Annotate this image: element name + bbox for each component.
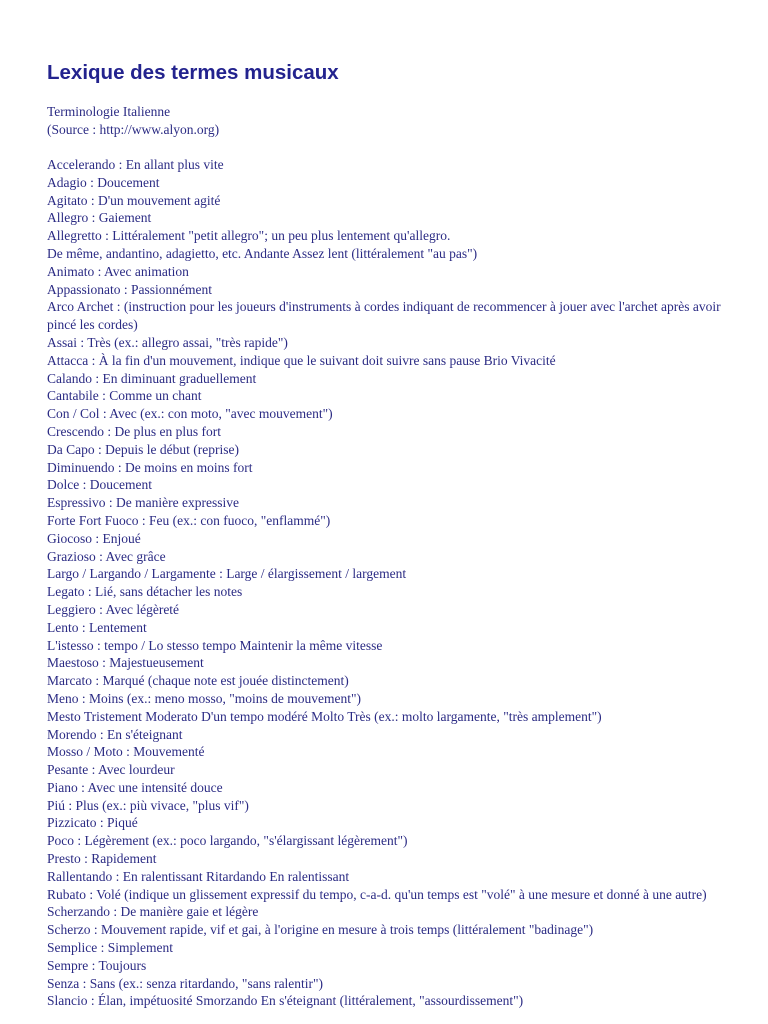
term-entry: Pesante : Avec lourdeur bbox=[47, 762, 175, 778]
term-entry: Espressivo : De manière expressive bbox=[47, 495, 239, 511]
terms-list bbox=[47, 156, 747, 1010]
source-label: (Source : http://www.alyon.org) bbox=[47, 121, 220, 137]
term-entry: Accelerando : En allant plus vite bbox=[47, 157, 224, 172]
term-entry: Appassionato : Passionnément bbox=[47, 281, 212, 297]
term-entry: Morendo : En s'éteignant bbox=[47, 726, 183, 742]
term-entry: Sempre : Toujours bbox=[47, 957, 147, 973]
term-entry: Legato : Lié, sans détacher les notes bbox=[47, 584, 243, 600]
term-entry: Mesto Tristement Moderato D'un tempo modéré Molto Très (ex.: molto largamente, "très amplement") bbox=[47, 708, 602, 724]
term-entry: L'istesso : tempo / Lo stesso tempo Maintenir la même vitesse bbox=[47, 637, 383, 653]
term-entry: Forte Fort Fuoco : Feu (ex.: con fuoco, "enflammé") bbox=[47, 512, 331, 528]
term-entry: Lento : Lentement bbox=[47, 619, 147, 635]
term-entry: Grazioso : Avec grâce bbox=[47, 548, 166, 564]
term-entry: Presto : Rapidement bbox=[47, 851, 157, 867]
term-entry: Marcato : Marqué (chaque note est jouée distinctement) bbox=[47, 673, 349, 689]
term-entry: Arco Archet : (instruction pour les joueurs d'instruments à cordes indiquant de recommencer à jouer avec l'archet après avoir pincé les cordes) bbox=[47, 299, 721, 333]
term-entry: Largo / Largando / Largamente : Large / élargissement / largement bbox=[47, 566, 407, 582]
term-entry: Adagio : Doucement bbox=[47, 174, 160, 190]
term-entry: Allegretto : Littéralement "petit allegro"; un peu plus lentement qu'allegro. bbox=[47, 228, 451, 244]
page-title: Lexique des termes musicaux bbox=[47, 61, 339, 84]
term-entry: Cantabile : Comme un chant bbox=[47, 388, 202, 404]
term-entry: Maestoso : Majestueusement bbox=[47, 655, 204, 671]
terminology-label: Terminologie Italienne bbox=[47, 104, 171, 119]
term-entry: Piano : Avec une intensité douce bbox=[47, 779, 223, 795]
term-entry: Rallentando : En ralentissant Ritardando En ralentissant bbox=[47, 868, 350, 884]
term-entry: Agitato : D'un mouvement agité bbox=[47, 192, 221, 208]
term-entry: De même, andantino, adagietto, etc. Andante Assez lent (littéralement "au pas") bbox=[47, 245, 478, 261]
term-entry: Con / Col : Avec (ex.: con moto, "avec mouvement") bbox=[47, 406, 333, 422]
term-entry: Diminuendo : De moins en moins fort bbox=[47, 459, 253, 475]
term-entry: Scherzando : De manière gaie et légère bbox=[47, 904, 259, 920]
term-entry: Scherzo : Mouvement rapide, vif et gai, à l'origine en mesure à trois temps (littéralement "badinage") bbox=[47, 922, 594, 938]
term-entry: Assai : Très (ex.: allegro assai, "très rapide") bbox=[47, 334, 288, 350]
term-entry: Poco : Légèrement (ex.: poco largando, "s'élargissant légèrement") bbox=[47, 833, 408, 849]
term-entry: Rubato : Volé (indique un glissement expressif du tempo, c-a-d. qu'un temps est "volé" à une mesure et donné à une autre) bbox=[47, 886, 707, 902]
term-entry: Slancio : Élan, impétuosité Smorzando En s'éteignant (littéralement, "assourdissement") bbox=[47, 993, 524, 1009]
term-entry: Leggiero : Avec légèreté bbox=[47, 601, 180, 617]
term-entry: Allegro : Gaiement bbox=[47, 210, 152, 226]
term-entry: Piú : Plus (ex.: più vivace, "plus vif") bbox=[47, 797, 249, 813]
term-entry: Da Capo : Depuis le début (reprise) bbox=[47, 441, 239, 457]
term-entry: Senza : Sans (ex.: senza ritardando, "sans ralentir") bbox=[47, 975, 324, 991]
term-entry: Giocoso : Enjoué bbox=[47, 530, 141, 546]
term-entry: Dolce : Doucement bbox=[47, 477, 152, 493]
intro bbox=[47, 103, 219, 139]
term-entry: Pizzicato : Piqué bbox=[47, 815, 138, 831]
term-entry: Calando : En diminuant graduellement bbox=[47, 370, 257, 386]
term-entry: Semplice : Simplement bbox=[47, 940, 173, 956]
term-entry: Mosso / Moto : Mouvementé bbox=[47, 744, 205, 760]
term-entry: Attacca : À la fin d'un mouvement, indique que le suivant doit suivre sans pause Brio Vivacité bbox=[47, 352, 556, 368]
term-entry: Animato : Avec animation bbox=[47, 263, 189, 279]
term-entry: Crescendo : De plus en plus fort bbox=[47, 423, 221, 439]
term-entry: Meno : Moins (ex.: meno mosso, "moins de mouvement") bbox=[47, 690, 361, 706]
